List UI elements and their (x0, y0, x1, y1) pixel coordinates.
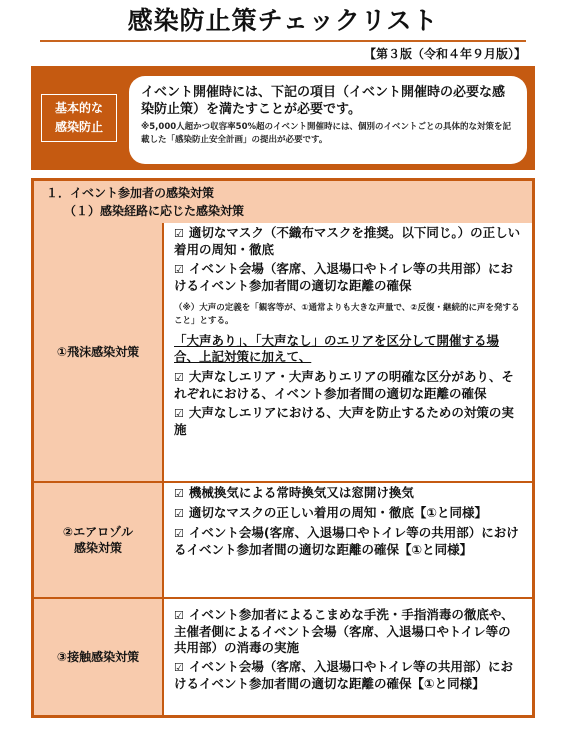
edition-label: 【第３版（令和４年９月版）】 (363, 47, 526, 61)
row-label-line1: ③接触感染対策 (56, 650, 140, 664)
zoning-subheading: 「大声あり」、「大声なし」のエリアを区分して開催する場合、上記対策に加えて、 (174, 333, 500, 364)
item-text: 機械換気による常時換気又は窓開け換気 (188, 485, 414, 500)
row-body-contact (162, 599, 532, 715)
basic-label-line2: 感染防止 (54, 120, 103, 134)
basic-label-line1: 基本的な (54, 101, 103, 115)
row-label-line1: ②エアロゾル (62, 525, 134, 539)
checkbox-checked-icon: ☑ (174, 487, 184, 500)
item-text: イベント参加者によるこまめな手洗・手指消毒の徹底や、主催者側によるイベント会場（客席、入退場口やトイレ等の共用部）の消毒の実施 (174, 607, 514, 655)
checklist-item (174, 505, 522, 522)
row-droplet (34, 223, 532, 481)
section-participant-measures (31, 178, 535, 718)
checklist-item (174, 369, 522, 402)
checkbox-checked-icon: ☑ (174, 609, 184, 622)
basic-prevention-header (31, 66, 535, 170)
header-main-text: イベント開催時には、下記の項目（イベント開催時の必要な感染防止策）を満たすことが必要です。 (141, 85, 506, 117)
checklist-item (174, 659, 522, 692)
checklist-item (174, 261, 522, 294)
row-aerosol (34, 483, 532, 597)
item-text: 大声なしエリア・大声ありエリアの明確な区分があり、それぞれにおける、イベント参加者間の適切な距離の確保 (174, 369, 514, 401)
section-title: １．イベント参加者の感染対策 (46, 186, 215, 200)
row-body-aerosol (162, 483, 532, 597)
item-text: 適切なマスクの正しい着用の周知・徹底【①と同様】 (188, 505, 487, 520)
header-note-text: ※5,000人超かつ収容率50%超のイベント開催時には、個別のイベントごとの具体的な対策を記載した「感染防止安全計画」の提出が必要です。 (141, 122, 511, 145)
row-body-droplet (162, 223, 532, 481)
page-title: 感染防止策チェックリスト (127, 6, 439, 35)
section-subtitle: （１）感染経路に応じた感染対策 (64, 204, 245, 218)
loud-voice-definition-note: （※）大声の定義を「観客等が、①通常よりも大きな声量で、②反復・継続的に声を発すること」とする。 (174, 303, 520, 326)
row-contact (34, 599, 532, 715)
row-label-droplet (34, 223, 162, 481)
checklist-item (174, 405, 522, 438)
row-label-contact (34, 599, 162, 715)
checklist-item (174, 607, 522, 656)
item-text: イベント会場(客席、入退場口やトイレ等の共用部）におけるイベント参加者間の適切な距離の確保【①と同様】 (174, 525, 519, 557)
title-underline (40, 40, 526, 42)
checkbox-checked-icon: ☑ (174, 227, 184, 240)
checklist-item (174, 225, 522, 258)
checkbox-checked-icon: ☑ (174, 263, 184, 276)
item-text: 大声なしエリアにおける、大声を防止するための対策の実施 (174, 405, 514, 437)
checklist-item (174, 485, 522, 502)
header-message-box (129, 76, 527, 164)
checkbox-checked-icon: ☑ (174, 371, 184, 384)
checkbox-checked-icon: ☑ (174, 527, 184, 540)
row-label-line2: 感染対策 (73, 541, 122, 555)
checklist-item (174, 525, 522, 558)
checkbox-checked-icon: ☑ (174, 661, 184, 674)
item-text: イベント会場（客席、入退場口やトイレ等の共用部）におけるイベント参加者間の適切な距離の確保【①と同様】 (174, 659, 514, 691)
item-text: イベント会場（客席、入退場口やトイレ等の共用部）におけるイベント参加者間の適切な距離の確保 (174, 261, 514, 293)
checkbox-checked-icon: ☑ (174, 507, 184, 520)
item-text: 適切なマスク（不織布マスクを推奨。以下同じ。）の正しい着用の周知・徹底 (174, 225, 521, 257)
section-header (34, 181, 532, 223)
row-label-aerosol (34, 483, 162, 597)
row-label-line1: ①飛沫感染対策 (56, 345, 140, 359)
checkbox-checked-icon: ☑ (174, 407, 184, 420)
basic-prevention-label (41, 94, 117, 142)
